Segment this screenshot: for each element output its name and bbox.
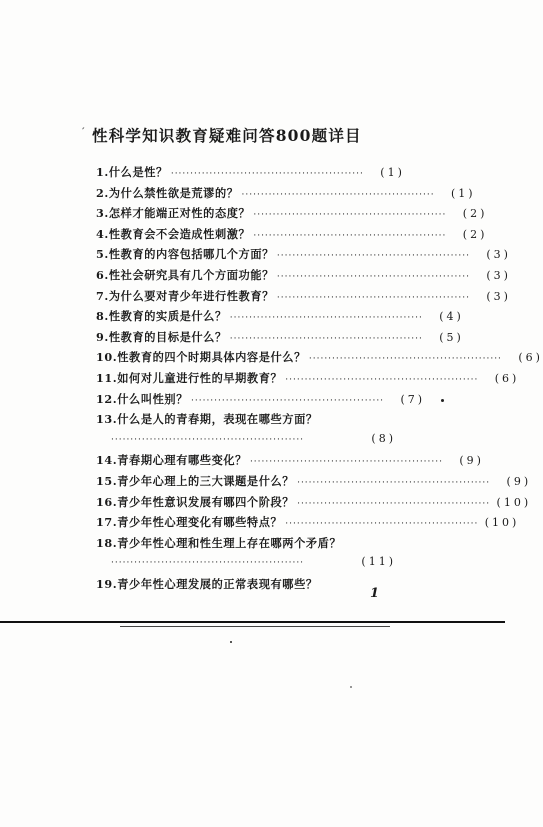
toc-page-ref: (2)	[462, 207, 488, 221]
scan-speck	[441, 399, 444, 402]
scan-speck	[350, 686, 352, 688]
toc-page-ref: (1)	[451, 186, 476, 200]
toc-entry-label: 8.性教育的实质是什么？	[96, 309, 227, 324]
toc-entry	[96, 432, 396, 453]
toc-leader-dots: ··················································	[111, 434, 305, 445]
toc-leader-dots: ··················································	[111, 558, 305, 569]
toc-entry	[96, 555, 396, 576]
toc-leader-dots: ··················································	[253, 230, 447, 241]
toc-entry-label: 6.性社会研究具有几个方面功能？	[96, 267, 274, 282]
toc-entry	[96, 576, 396, 597]
toc-leader-dots: ··················································	[249, 457, 443, 468]
toc-entry-label: 13.什么是人的青春期，表现在哪些方面？	[96, 412, 318, 427]
toc-entry-label: 14.青春期心理有哪些变化？	[96, 453, 247, 468]
toc-entry	[96, 514, 520, 535]
scan-mark: ′	[82, 127, 86, 138]
toc-leader-dots: ··················································	[276, 292, 470, 303]
toc-entry	[96, 391, 426, 412]
toc-entry	[96, 370, 520, 391]
toc-entry	[96, 164, 405, 185]
toc-page-ref: (2)	[462, 227, 488, 241]
toc-page-ref: (3)	[486, 268, 511, 282]
toc-page-ref: (11)	[361, 555, 396, 569]
toc-entry	[96, 246, 511, 267]
toc-entry-label: 17.青少年性心理变化有哪些特点？	[96, 515, 283, 530]
toc-page-ref: (10)	[484, 516, 520, 530]
toc-entry	[96, 308, 464, 329]
toc-entry-label: 16.青少年性意识发展有哪四个阶段？	[96, 494, 295, 509]
toc-entry	[96, 205, 488, 226]
toc-page-ref: (3)	[486, 289, 511, 303]
toc-leader-dots: ··················································	[276, 251, 470, 262]
toc-entry	[96, 535, 396, 556]
toc-entry-label: 9.性教育的目标是什么？	[96, 329, 227, 344]
toc-entry-label: 3.怎样才能端正对性的态度？	[96, 206, 251, 221]
toc-page-ref: (6)	[518, 351, 543, 365]
scan-speck	[230, 641, 232, 643]
toc-entry	[96, 494, 532, 515]
toc-entry-label: 4.性教育会不会造成性刺激？	[96, 226, 251, 241]
toc-entry-label: 12.什么叫性别？	[96, 391, 188, 406]
toc-leader-dots: ··················································	[285, 374, 479, 385]
toc-leader-dots: ··················································	[253, 210, 447, 221]
toc-page-ref: (4)	[439, 310, 464, 324]
toc-leader-dots: ··················································	[285, 519, 479, 530]
toc-entry-label: 5.性教育的内容包括哪几个方面？	[96, 247, 274, 262]
toc-leader-dots: ··················································	[276, 271, 470, 282]
toc-entry	[96, 411, 396, 432]
toc-page-ref: (9)	[506, 474, 532, 488]
toc-leader-dots: ··················································	[170, 169, 364, 179]
footer-rule	[0, 621, 505, 623]
toc-entry-label: 15.青少年心理上的三大课题是什么？	[96, 473, 295, 488]
toc-entry-label: 7.为什么要对青少年进行性教育？	[96, 288, 274, 303]
toc-entry-label: 1.什么是性？	[96, 165, 168, 179]
toc-entry	[96, 288, 511, 309]
toc-entry-label: 2.为什么禁性欲是荒谬的？	[96, 185, 239, 200]
toc-page-ref: (8)	[371, 431, 396, 445]
toc-entry	[96, 473, 532, 494]
toc-page-ref: (5)	[439, 330, 464, 344]
toc-page-ref: (10)	[496, 495, 532, 509]
toc-leader-dots: ··················································	[229, 313, 423, 324]
toc-page-ref: (3)	[486, 248, 511, 262]
toc-leader-dots: ··················································	[297, 498, 491, 509]
toc-entry-label: 11.如何对儿童进行性的早期教育？	[96, 370, 283, 385]
page-number: 1	[370, 586, 380, 601]
toc-entry	[96, 226, 488, 247]
toc-entry-label: 19.青少年性心理发展的正常表现有哪些？	[96, 576, 318, 591]
toc-leader-dots: ··················································	[191, 395, 385, 406]
toc-leader-dots: ··················································	[297, 477, 491, 488]
title-text: 性科学知识教育疑难问答800题详目	[92, 126, 362, 145]
toc-page-ref: (7)	[400, 392, 426, 406]
toc-leader-dots: ··················································	[308, 354, 502, 365]
toc-entry	[96, 267, 511, 288]
toc-entry	[96, 349, 543, 370]
toc-entry-label: 18.青少年性心理和性生理上存在哪两个矛盾？	[96, 535, 342, 550]
toc-entry	[96, 185, 476, 206]
page-title	[82, 124, 432, 146]
toc-page-ref: (1)	[380, 166, 405, 179]
table-of-contents	[96, 164, 543, 596]
toc-leader-dots: ··················································	[241, 189, 435, 200]
toc-page-ref: (6)	[494, 371, 520, 385]
footer-rule-thin	[120, 626, 390, 627]
toc-page-ref: (9)	[459, 454, 484, 468]
toc-leader-dots: ··················································	[229, 333, 423, 344]
toc-entry	[96, 452, 484, 473]
toc-entry-label: 10.性教育的四个时期具体内容是什么？	[96, 350, 306, 365]
toc-entry	[96, 329, 464, 350]
